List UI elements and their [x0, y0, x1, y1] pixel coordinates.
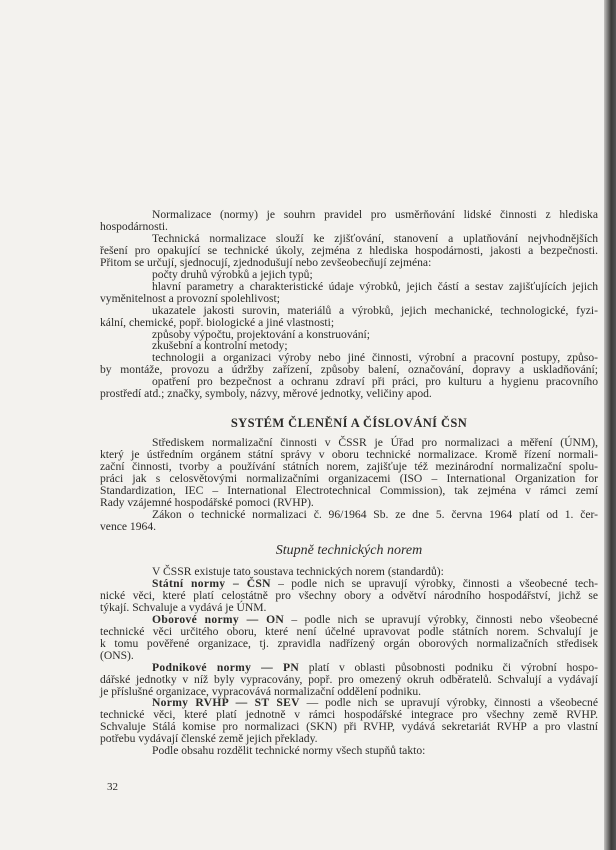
- line-text: Přitom se určují, sjednocují, zjednodušují nebo zevšeobecňují zejména:: [100, 255, 432, 269]
- text-line: [100, 638, 598, 650]
- line-text: týkají. Schvaluje a vydává je ÚNM.: [100, 600, 267, 614]
- line-text: — podle nich se upravují výrobky, činnosti a všeobecné: [299, 696, 598, 710]
- line-text: potřebu vydávají členské země jejich překlady.: [100, 732, 318, 746]
- text-line: [100, 388, 598, 400]
- line-text: technické věci určitého oboru, které není účelné upravovat podle státních norem. Schvalují je: [100, 624, 598, 638]
- line-text: vence 1964.: [100, 519, 157, 533]
- line-text: práci jak s celosvětovými normalizačními organizacemi (ISO – International Organization for: [100, 471, 598, 485]
- text-line: [100, 509, 598, 521]
- section-heading-system: SYSTÉM ČLENĚNÍ A ČÍSLOVÁNÍ ČSN: [230, 416, 468, 430]
- line-text: Rady vzájemné hospodářské pomoci (RVHP).: [100, 495, 314, 509]
- line-text: opatření pro bezpečnost a ochranu zdraví při práci, pro kulturu a hygienu pracovního: [152, 375, 598, 389]
- line-text: je příslušné organizace, vypracovává normalizační oddělení podniku.: [100, 684, 422, 698]
- line-text: prostředí atd.; značky, symboly, názvy, měrové jednotky, veličiny apod.: [100, 387, 432, 401]
- line-text: platí v oblasti působnosti podniku či výrobní hospo-: [299, 660, 598, 674]
- line-text: ukazatele jakosti surovin, materiálů a výrobků, jejich mechanické, technologické, fyzi-: [152, 303, 598, 317]
- line-text: Technická normalizace slouží ke zjišťování, stanovení a uplatňování nejvhodnějších: [152, 231, 598, 245]
- section-system-text: [100, 437, 598, 533]
- section-stupne-text: [100, 566, 598, 757]
- page-number: 32: [107, 781, 118, 793]
- line-text: Zákon o technické normalizaci č. 96/1964 Sb. ze dne 5. června 1964 platí od 1. čer-: [152, 507, 598, 521]
- intro-paragraphs: [100, 209, 598, 400]
- line-text: – podle nich se upravují výrobky, činnosti a všeobecné tech-: [270, 576, 598, 590]
- line-text: Podle obsahu rozdělit technické normy všech stupňů takto:: [152, 744, 426, 758]
- subheading-stupne: Stupně technických norem: [275, 543, 423, 558]
- line-text: k tomu pověřené organizace, tj. zpravidla nadřízený orgán oborových normalizačních středisek: [100, 636, 598, 650]
- bold-term: Podnikové normy — PN: [152, 660, 300, 674]
- line-text: nické věci, které platí celostátně pro všechny obory a odvětví národního hospodářství, jichž se: [100, 588, 598, 602]
- line-text: řešení pro opakující se technické úkoly, zejména z hlediska hospodárnosti, jakosti a bezpečnosti.: [100, 243, 598, 257]
- line-text: – podle nich se upravují výrobky, činnosti nebo všeobecné: [284, 612, 598, 626]
- bold-term: Oborové normy — ON: [152, 612, 285, 626]
- line-text: zkušební a kontrolní metody;: [152, 339, 288, 353]
- text-line: [100, 745, 598, 757]
- line-text: (ONS).: [100, 648, 134, 662]
- line-text: technologii a organizaci výroby nebo jiné činnosti, výrobní a pracovní postupy, způso-: [152, 351, 598, 365]
- line-text: dářské jednotky v níž byly vypracovány, popř. pro omezený okruh odběratelů. Schvalují a vydávají: [100, 672, 598, 686]
- line-text: hospodárnosti.: [100, 219, 168, 233]
- line-text: by montáže, provozu a údržby zařízení, způsoby balení, označování, dopravy a uskladňování;: [100, 363, 598, 377]
- line-text: způsoby výpočtu, projektování a konstruování;: [152, 327, 370, 341]
- bold-term: Normy RVHP — ST SEV: [152, 696, 300, 710]
- line-text: Standardization, IEC – International Electrotechnical Commission), tak zejména v rámci zemí: [100, 483, 598, 497]
- line-text: hlavní parametry a charakteristické údaje výrobků, jejich částí a sestav zajišťujících jejich: [152, 279, 598, 293]
- line-text: Střediskem normalizační činnosti v ČSSR je Úřad pro normalizaci a měření (ÚNM),: [152, 436, 598, 449]
- line-text: Normalizace (normy) je souhrn pravidel pro usměrňování lidské činnosti z hlediska: [152, 208, 598, 221]
- binding-shadow: [604, 0, 616, 850]
- line-text: vyměnitelnost a provozní spolehlivost;: [100, 291, 281, 305]
- line-text: počty druhů výrobků a jejich typů;: [152, 267, 313, 281]
- line-text: kální, chemické, popř. biologické a jiné vlastnosti;: [100, 315, 335, 329]
- text-line: [100, 521, 598, 533]
- line-text: zační činnosti, tvorby a používání státních norem, zajišťuje též mezinárodní normalizační spolu-: [100, 459, 598, 473]
- text-line: [100, 209, 598, 221]
- line-text: technické věci, které platí jednotně v rámci hospodářské integrace pro všechny země RVHP.: [100, 708, 598, 722]
- bold-term: Státní normy – ČSN: [152, 576, 271, 590]
- line-text: V ČSSR existuje tato soustava technických norem (standardů):: [152, 565, 444, 578]
- line-text: Schvaluje Stálá komise pro normalizaci (SKN) při RVHP, vydává sekretariát RVHP a pro vlastní: [100, 720, 598, 734]
- line-text: který je ústředním orgánem státní správy v oboru technické normalizace. Kromě řízení normali-: [100, 447, 598, 461]
